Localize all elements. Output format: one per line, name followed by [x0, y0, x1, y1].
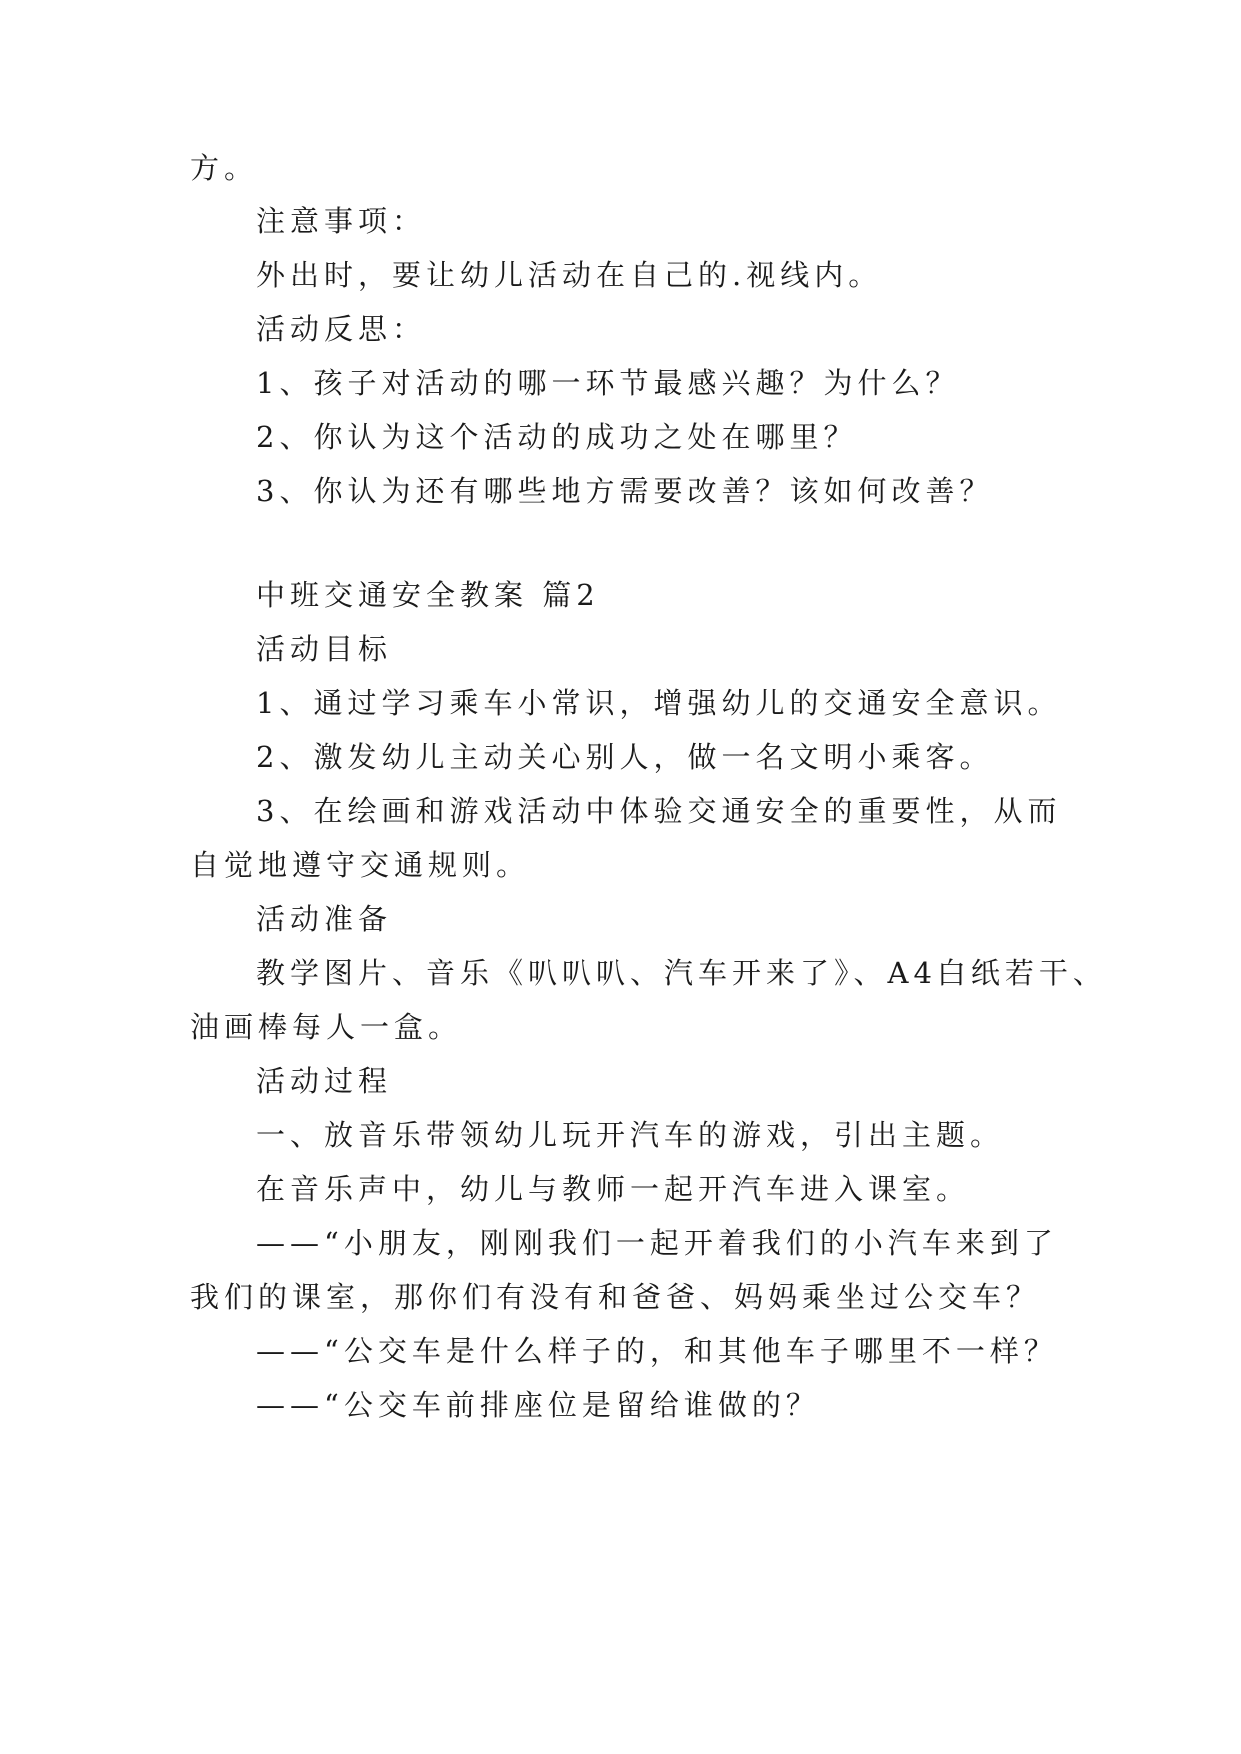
heading-reflection: 活动反思：	[256, 312, 427, 346]
dialogue-line-3: ——“公交车前排座位是留给谁做的？	[256, 1388, 820, 1422]
heading-process: 活动过程	[256, 1064, 393, 1098]
goal-item-3-continued: 自觉地遵守交通规则。	[190, 848, 531, 882]
dialogue-line-2: ——“公交车是什么样子的，和其他车子哪里不一样？	[256, 1334, 1058, 1368]
dialogue-line-1-continued: 我们的课室，那你们有没有和爸爸、妈妈乘坐过公交车？	[190, 1280, 1041, 1314]
heading-goals: 活动目标	[256, 632, 393, 666]
reflection-item-1: 1、孩子对活动的哪一环节最感兴趣？为什么？	[256, 366, 960, 400]
reflection-item-3: 3、你认为还有哪些地方需要改善？该如何改善？	[256, 474, 994, 508]
preparation-text: 教学图片、音乐《叭叭叭、汽车开来了》、A4白纸若干、	[256, 956, 1107, 990]
process-text: 在音乐声中，幼儿与教师一起开汽车进入课室。	[256, 1172, 971, 1206]
reflection-item-2: 2、你认为这个活动的成功之处在哪里？	[256, 420, 858, 454]
heading-notes: 注意事项：	[256, 204, 427, 238]
process-step-1: 一、放音乐带领幼儿玩开汽车的游戏，引出主题。	[256, 1118, 1005, 1152]
preparation-text-continued: 油画棒每人一盒。	[190, 1010, 463, 1044]
heading-preparation: 活动准备	[256, 902, 393, 936]
goal-item-2: 2、激发幼儿主动关心别人，做一名文明小乘客。	[256, 740, 994, 774]
text-line-note: 外出时，要让幼儿活动在自己的.视线内。	[256, 258, 883, 292]
goal-item-1: 1、通过学习乘车小常识，增强幼儿的交通安全意识。	[256, 686, 1062, 720]
goal-item-3: 3、在绘画和游戏活动中体验交通安全的重要性，从而	[256, 794, 1062, 828]
lesson-title: 中班交通安全教案 篇2	[256, 578, 600, 612]
text-line-continuation: 方。	[190, 151, 259, 185]
dialogue-line-1: ——“小朋友，刚刚我们一起开着我们的小汽车来到了	[256, 1226, 1058, 1260]
